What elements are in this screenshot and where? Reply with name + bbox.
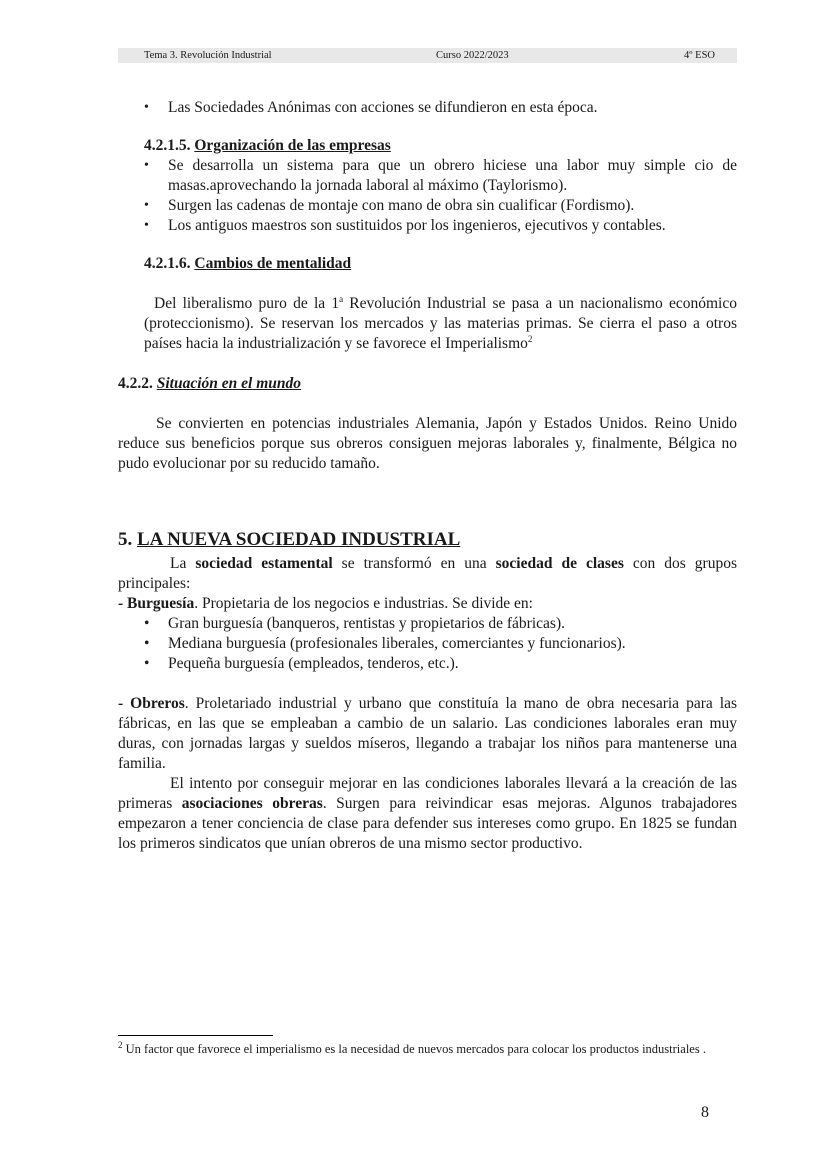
list-item: • Surgen las cadenas de montaje con mano de obra sin cualificar (Fordismo). [118,196,737,216]
para-text: . Surgen para reivindicar esas mejoras. Algunos trabajadores empezaron a tener conciencia de clase para defender sus intereses como grupo. En 1825 se fundan los primeros sindicatos que unían obreros de una mismo sector productivo. [118,795,737,852]
para-text: se transformó en una [332,555,496,572]
world-paragraph: Se convierten en potencias industriales Alemania, Japón y Estados Unidos. Reino Unido reduce sus beneficios porque sus obreros consiguen mejoras laborales y, finalmente, Bélgica no pudo evolucionar por su reducido tamaño. [118,415,737,472]
para-text: . Propietaria de los negocios e industrias. Se divide en: [194,595,533,612]
list-item: • Gran burguesía (banqueros, rentistas y propietarios de fábricas). [118,614,737,634]
page-content [118,96,737,854]
workers-paragraph [118,694,737,774]
para-text: El intento por conseguir mejorar en las condiciones laborales llevará a la creación de las primeras [118,775,737,812]
list-item: • Pequeña burguesía (empleados, tenderos, etc.). [118,654,737,674]
bold-term: sociedad estamental [195,555,333,572]
list-item: • Se desarrolla un sistema para que un obrero hiciese una labor muy simple cio de masas.aprovechando la jornada laboral al máximo (Taylorismo). [118,156,737,196]
header-course: Curso 2022/2023 [436,50,509,61]
bold-term: - Obreros [118,695,185,712]
bourgeoisie-line [118,594,737,614]
section-number: 4.2.2. [118,375,153,392]
header-level: 4º ESO [684,50,715,61]
section-number: 4.2.1.6. [144,255,191,272]
page-number: 8 [701,1104,709,1121]
list-item: • Las Sociedades Anónimas con acciones se difundieron en esta época. [118,98,737,118]
bold-term: sociedad de clases [495,555,624,572]
section-title: Cambios de mentalidad [194,255,352,272]
para-text: La [170,555,196,572]
heading-4-2-1-5 [118,136,737,156]
page-header [118,48,737,63]
section-title: Situación en el mundo [156,375,302,392]
header-topic: Tema 3. Revolución Industrial [144,50,272,61]
heading-5 [118,528,737,552]
top-bullet-list [118,98,737,118]
bold-term: - Burguesía [118,595,195,612]
para-text: . Proletariado industrial y urbano que constituía la mano de obra necesaria para las fábricas, en las que se empleaban a cambio de un salario. Las condiciones laborales eran muy duras, con jornadas largas y sueldos míseros, llegando a trabajar los niños para mantenerse una familia. [118,695,737,772]
footnote-text: Un factor que favorece el imperialismo es la necesidad de nuevos mercados para colocar los productos industriales . [122,1042,706,1056]
organization-list [118,156,737,236]
superscript: a [339,293,344,304]
section-number: 4.2.1.5. [144,137,191,154]
footnote-divider [118,1035,273,1036]
bourgeoisie-list [118,614,737,674]
section-number: 5. [118,529,133,550]
list-item: • Mediana burguesía (profesionales liberales, comerciantes y funcionarios). [118,634,737,654]
para-text: Del liberalismo puro de la 1 [154,295,340,312]
associations-paragraph [118,774,737,854]
footnote-ref: 2 [527,333,533,344]
heading-4-2-1-6 [118,254,737,274]
footnote [118,1041,737,1057]
bold-term: asociaciones obreras [181,795,323,812]
list-item: • Los antiguos maestros son sustituidos por los ingenieros, ejecutivos y contables. [118,216,737,236]
para-text: Revolución Industrial se pasa a un nacionalismo económico (proteccionismo). Se reservan los mercados y las materias primas. Se cierra el paso a otros países hacia la industrialización y se favorece el Imperialismo [144,295,737,352]
mentality-paragraph [144,294,737,354]
intro-paragraph [118,554,737,594]
para-text: con dos grupos principales: [118,555,737,592]
heading-4-2-2 [118,374,737,394]
footnote-number: 2 [118,1039,123,1050]
section-title: LA NUEVA SOCIEDAD INDUSTRIAL [137,529,461,550]
section-title: Organización de las empresas [194,137,391,154]
